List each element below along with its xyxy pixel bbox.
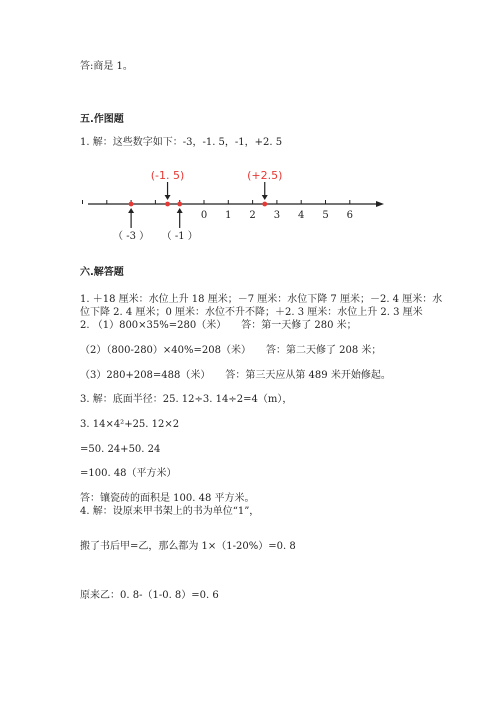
section-6-title: 六.解答题 bbox=[80, 267, 124, 278]
number-line-tick-label: 1 bbox=[225, 210, 232, 221]
number-line-tick-label: 6 bbox=[346, 210, 353, 221]
pointer-arrowhead-icon bbox=[262, 195, 268, 200]
number-line-point bbox=[177, 202, 182, 207]
answer-2-part-1: 2. （1）800×35%=280（米） 答：第一天修了 280 米； bbox=[80, 320, 357, 331]
number-line-point-label: （ -3 ） bbox=[113, 231, 150, 242]
answer-3-line-1: 3. 解：底面半径：25. 12÷3. 14÷2=4（m）， bbox=[80, 394, 293, 405]
answer-1-line-2: 位下降 2. 4 厘米；0 厘米：水位不升不降；＋2. 3 厘米：水位上升 2. 3 厘米 bbox=[80, 307, 423, 318]
answer-3-conclusion: 答：镶瓷砖的面积是 100. 48 平方米。 bbox=[80, 493, 255, 504]
answer-3-line-3: =50. 24+50. 24 bbox=[80, 444, 161, 455]
number-line-point-label: (+2.5) bbox=[247, 169, 283, 182]
pointer-arrowhead-icon bbox=[128, 208, 134, 213]
previous-answer: 答:商是 1。 bbox=[80, 61, 133, 72]
answer-4-line-1: 4. 解：设原来甲书架上的书为单位“1”， bbox=[80, 506, 260, 517]
number-line-point bbox=[165, 202, 170, 207]
pointer-arrowhead-icon bbox=[165, 195, 171, 200]
answer-4-line-2: 搬了书后甲=乙，那么都为 1×（1-20%）=0. 8 bbox=[80, 541, 296, 552]
answer-3-line-2: 3. 14×4²+25. 12×2 bbox=[80, 419, 180, 430]
number-line-point-label: (-1. 5) bbox=[150, 169, 185, 182]
answer-4-line-3: 原来乙：0. 8-（1-0. 8）=0. 6 bbox=[80, 590, 219, 601]
number-line-tick-label: 3 bbox=[273, 210, 281, 221]
number-line bbox=[80, 168, 390, 248]
pointer-arrowhead-icon bbox=[177, 208, 183, 213]
answer-2-part-2: （2）（800-280）×40%=208（米） 答：第二天修了 208 米； bbox=[80, 345, 382, 356]
section-5-title: 五.作图题 bbox=[80, 114, 124, 125]
number-line-tick-label: 0 bbox=[200, 210, 208, 221]
number-line-point bbox=[262, 202, 267, 207]
question-1-solution: 1. 解：这些数字如下：-3，-1. 5，-1，+2. 5 bbox=[80, 137, 283, 148]
number-line-point bbox=[129, 202, 134, 207]
answer-1-line-1: 1. ＋18 厘米：水位上升 18 厘米；－7 厘米：水位下降 7 厘米；－2. 4 厘米：水 bbox=[80, 294, 443, 305]
number-line-point-label: （ -1 ） bbox=[161, 231, 198, 242]
number-line-arrow-icon bbox=[376, 201, 384, 207]
number-line-tick-label: 4 bbox=[298, 210, 305, 221]
number-line-tick-label: 5 bbox=[322, 210, 329, 221]
answer-3-line-4: =100. 48（平方米） bbox=[80, 468, 177, 479]
answer-2-part-3: （3）280+208=488（米） 答：第三天应从第 489 米开始修起。 bbox=[80, 370, 391, 381]
number-line-tick-label: 2 bbox=[249, 210, 256, 221]
